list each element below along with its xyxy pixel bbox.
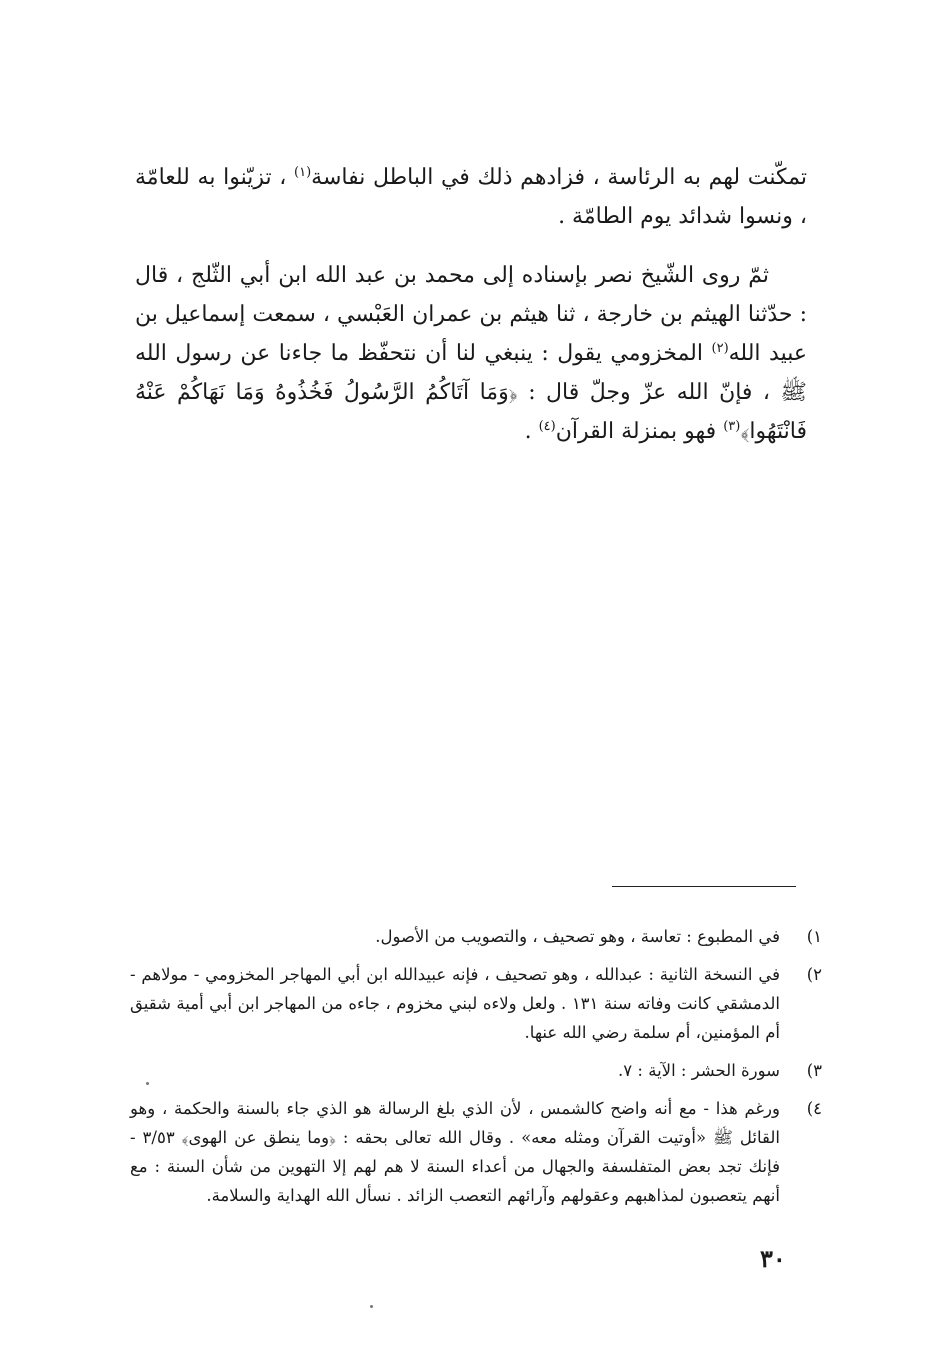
footnote-text: في النسخة الثانية : عبدالله ، وهو تصحيف ، فإنه عبيدالله ابن أبي المهاجر المخزومي - مولاهم - الدمشقي كانت وفاته سنة ١٣١ . ولعل ولاءه لبني مخزوم ، جاءه من المهاجر ابن أبي أمية شقيق أم المؤمنين، أم سلمة رضي الله عنها. — [130, 965, 780, 1042]
footnote-3 — [130, 1056, 822, 1085]
paragraph-2-text-a: ثمّ روى الشّيخ نصر بإسناده إلى محمد بن عبد الله ابن أبي الثّلج ، قال : حدّثنا الهيثم بن خارجة ، ثنا هيثم بن عمران العَبْسي ، سمعت إسماعيل بن عبيد الله — [135, 263, 807, 366]
footnote-ref-2: (٢) — [711, 341, 729, 356]
footnote-text: سورة الحشر : الآية : ٧. — [618, 1061, 780, 1080]
footnote-4 — [130, 1094, 822, 1210]
paragraph-2-text-b: المخزومي يقول : ينبغي لنا أن نتحفّظ ما جاءنا عن رسول الله ﷺ ، فإنّ الله عزّ وجلّ قال : ﴿وَمَا آتَاكُمُ الرَّسُولُ فَخُذُوهُ وَمَا نَهَاكُمْ عَنْهُ فَانْتَهُوا﴾ — [135, 341, 807, 444]
paragraph-2-text-c: فهو بمنزلة القرآن — [555, 419, 724, 444]
paragraph-1-text-b: ، تزيّنوا به للعامّة ، ونسوا شدائد يوم الطامّة . — [135, 165, 807, 229]
footnotes — [130, 922, 822, 1219]
footnote-2 — [130, 960, 822, 1047]
paragraph-1-text-a: تمكّنت لهم به الرئاسة ، فزادهم ذلك في الباطل نفاسة — [311, 165, 807, 190]
footnote-text: في المطبوع : تعاسة ، وهو تصحيف ، والتصويب من الأصول. — [375, 927, 780, 946]
print-speck — [146, 1082, 149, 1085]
paragraph-2-text-d: . — [524, 419, 539, 444]
footnote-number: ٢) — [806, 965, 822, 984]
footnote-divider — [612, 886, 796, 887]
body-paragraph-2 — [135, 256, 807, 451]
footnote-number: ٣) — [806, 1061, 822, 1080]
footnote-ref-4: (٤) — [538, 419, 556, 434]
footnote-text: ورغم هذا - مع أنه واضح كالشمس ، لأن الذي بلغ الرسالة هو الذي جاء بالسنة والحكمة ، وهو القائل ﷺ «أوتيت القرآن ومثله معه» . وقال الله تعالى بحقه : ﴿وما ينطق عن الهوى﴾ ٣/٥٣ - فإنك تجد بعض المتفلسفة والجهال من أعداء السنة لا هم لهم إلا التهوين من شأن السنة : مع أنهم يتعصبون لمذاهبهم وعقولهم وآرائهم التعصب الزائد . نسأل الله الهداية والسلامة. — [130, 1099, 780, 1205]
print-speck — [370, 1305, 373, 1308]
footnote-number: ٤) — [806, 1099, 822, 1118]
footnote-ref-1: (١) — [294, 165, 312, 180]
footnote-ref-3: (٣) — [723, 419, 741, 434]
footnote-1 — [130, 922, 822, 951]
footnote-number: ١) — [806, 927, 822, 946]
page-number: ٣٠ — [760, 1244, 786, 1273]
body-paragraph-1 — [135, 158, 807, 236]
